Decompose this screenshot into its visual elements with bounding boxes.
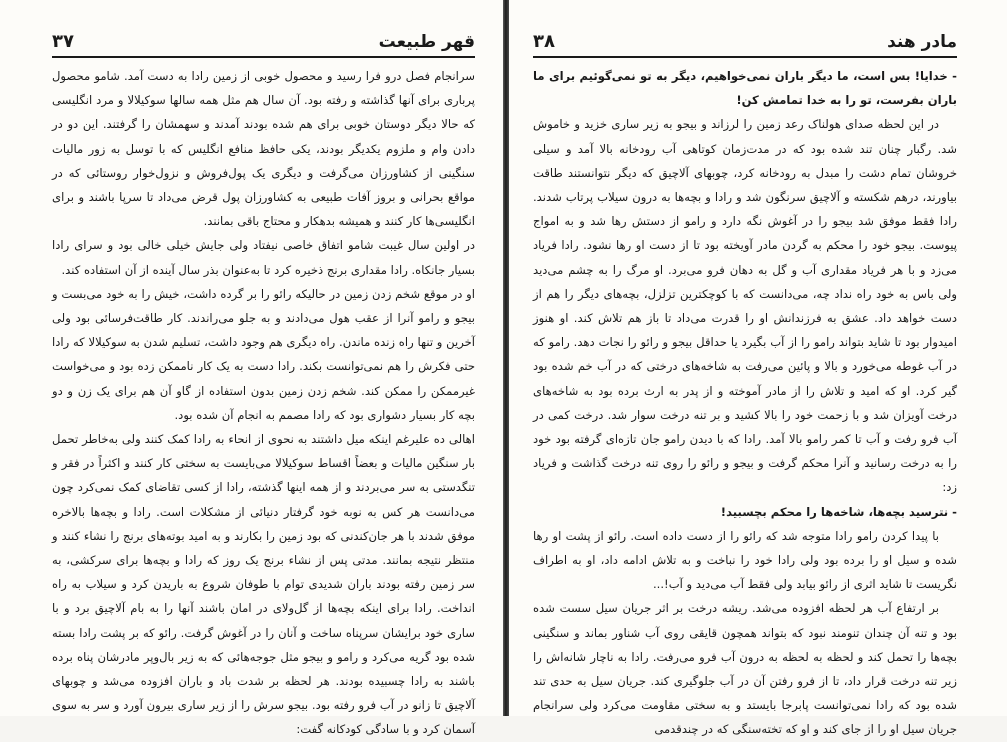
- left-page-header: [52, 30, 475, 58]
- right-page-header: [533, 30, 957, 58]
- left-paragraph-2: در اولین سال غیبت شامو اتفاق خاصی نیفتاد ولی جایش خیلی خالی بود و سرای رادا بسیار جانکاه. رادا مقداری برنج ذخیره کرد تا به‌عنوان بذر سال آینده از آن استفاده کند.: [52, 238, 475, 277]
- left-page-number: ۳۷: [52, 31, 74, 52]
- right-paragraph-1: - خدایا! بس است، ما دیگر باران نمی‌خواهیم، دیگر به تو نمی‌گوئیم برای ما باران بفرست، تو را به خدا تمامش کن!: [533, 69, 957, 108]
- left-page-body: [52, 64, 475, 742]
- left-paragraph-1: سرانجام فصل درو فرا رسید و محصول خوبی از زمین رادا به دست آمد. شامو محصول پرباری برای آنها گذاشته و رفته بود. آن سال هم مثل همه سالها سوکیلالا و مرد انگلیسی که حالا دیگر دوستان خوبی برای هم شده بودند آمدند و سهمشان را گرفتند. این دو در دادن وام و ملزوم یکدیگر بودند، یکی حافظ منافع انگلیس که با توسل به زور مالیات سنگینی از کشاورزان می‌گرفت و دیگری یک پول‌فروش و نزول‌خوار روستائی که در مواقع بحرانی و بروز آفات طبیعی به کشاورزان پول قرض می‌داد تا سرپا باشند و برای انگلیسی‌ها کار کنند و همیشه بدهکار و محتاج باقی بمانند.: [52, 69, 475, 229]
- right-page: [509, 0, 1007, 737]
- left-paragraph-4: اهالی ده علیرغم اینکه میل داشتند به نحوی از انحاء به رادا کمک کنند ولی به‌خاطر تحمل بار سنگین مالیات و بعضاً اقساط سوکیلالا می‌بایست به سختی کار کنند و اکثراً در فقر و تنگدستی به سر می‌بردند و از همه اینها گذشته، رادا از کسی تقاضای کمک نمی‌کرد چون می‌دانست هر کس به نوبه خود گرفتار دنیائی از مشکلات است. رادا و بچه‌ها بالاخره موفق شدند با هر جان‌کندنی که بود زمین را بکارند و به امید بوته‌های برنج را نشاء کنند و منتظر نتیجه بمانند. مدتی پس از نشاء برنج یک روز که رادا و بچه‌ها برای سرکشی، به سر زمین رفته بودند باران شدیدی توام با طوفان شروع به باریدن کرد و سیلاب به راه انداخت. رادا برای اینکه بچه‌ها از گل‌ولای در امان باشند آنها را به بام آلاچیق برد و با ساری خود برایشان سرپناه ساخت و آنان را در آغوش گرفت. رائو که بر پشت رادا بسته شده بود گریه می‌کرد و رامو و بیجو مثل جوجه‌هائی که به زیر بال‌وپر مادرشان پناه برده باشند به رادا چسبیده بودند. هر لحظه بر شدت باد و باران افزوده می‌شد و چوبهای آلاچیق تا زانو در آب فرو رفته بود. بیجو سرش را از زیر ساری بیرون آورد و سر به سوی آسمان کرد و با سادگی کودکانه گفت:: [52, 432, 475, 737]
- left-page-title: قهر طبیعت: [378, 32, 475, 52]
- left-page: [0, 0, 505, 737]
- right-page-number: ۳۸: [533, 31, 555, 52]
- right-page-title: مادر هند: [887, 32, 957, 52]
- right-paragraph-2: در این لحظه صدای هولناک رعد زمین را لرزاند و بیجو به زیر ساری خزید و خاموش شد. رگبار چنان تند شده بود که در مدت‌زمان کوتاهی آب رودخانه بالا آمد و سیلی خروشان تمام دشت را مبدل به رودخانه کرد، چوبهای آلاچیق که دیگر نتوانستند طاقت بیاورند، درهم شکسته و آلاچیق سرنگون شد و رادا و بچه‌ها به درون سیلاب پرتاب شدند. رادا فقط موفق شد بیجو را در آغوش نگه دارد و رامو از دستش رها شد و به امواج پیوست. بیجو خود را محکم به گردن مادر آویخته بود تا از دست او رها نشود. رادا فریاد می‌زد و با هر فریاد مقداری آب و گل به دهان فرو می‌برد. او مرگ را به چشم می‌دید ولی باس به خود راه نداد چه، می‌دانست که با کوچکترین تزلزل، بچه‌های دیگر را هم از دست خواهد داد. عشق به فرزندانش او را قدرت می‌داد تا باز هم تلاش کند. او هنوز امیدوار بود تا شاید بتواند رامو را از آب بگیرد یا حداقل بیجو و رائو را نجات دهد. رامو که در آب غوطه می‌خورد و بالا و پائین می‌رفت به شاخه‌های درختی که در آب خم شده بود گیر کرد. او که امید و تلاش را از مادر آموخته و از پدر به ارث برده بود به شاخه‌های درخت آویزان شد و با زحمت خود را بالا کشید و بر تنه درخت سوار شد. درخت کمی در آب فرو رفت و آب تا کمر رامو بالا آمد. رادا که با دیدن رامو جان تازه‌ای گرفته بود خود را به درخت رسانید و آنرا محکم گرفت و بیجو و رائو را روی تنه درخت گذاشت و فریاد زد:: [533, 117, 957, 495]
- right-paragraph-4: با پیدا کردن رامو رادا متوجه شد که رائو را از دست داده است. رائو از پشت او رها شده و سیل او را برده بود ولی رادا خود را نباخت و به تلاش ادامه داد، او به اطراف نگریست تا شاید اثری از رائو بیابد ولی فقط آب می‌دید و آب!...: [533, 528, 957, 592]
- left-paragraph-3: او در موقع شخم زدن زمین در حالیکه رائو را بر گرده داشت، خیش را به خود می‌بست و بیجو و رامو آنرا از عقب هول می‌دادند و به جلو می‌راندند. کار طاقت‌فرسائی بود ولی آخرین و تنها راه زنده ماندن. راه دیگری هم وجود داشت، تسلیم شدن به سوکیلالا که رادا حتی فکرش را هم نمی‌توانست بکند. رادا دست به یک کار ناممکن زده بود و می‌خواست غیرممکن را ممکن کند. شخم زدن زمین بدون استفاده از گاو آن هم برای یک زن و دو بچه کار بسیار دشواری بود که رادا مصمم به انجام آن شده بود.: [52, 286, 475, 422]
- right-page-body: [533, 64, 957, 742]
- right-paragraph-5: بر ارتفاع آب هر لحظه افزوده می‌شد. ریشه درخت بر اثر جریان سیل سست شده بود و تنه آن چندان تنومند نبود که بتواند همچون قایقی روی آب شناور بماند و سنگینی بچه‌ها را تحمل کند و لحظه به لحظه به درون آب فرو می‌رفت. رادا به ناچار شانه‌اش را زیر تنه درخت قرار داد، تا از فرو رفتن آن در آب جلوگیری کند. جریان سیل به حدی تند شده بود که رادا نمی‌توانست پابرجا بایستد و به سختی مقاومت می‌کرد ولی سرانجام جریان سیل او را از جای کند و او که تخته‌سنگی که در چندقدمی: [533, 601, 957, 737]
- right-paragraph-3: - نترسید بچه‌ها، شاخه‌ها را محکم بچسبید!: [720, 504, 957, 519]
